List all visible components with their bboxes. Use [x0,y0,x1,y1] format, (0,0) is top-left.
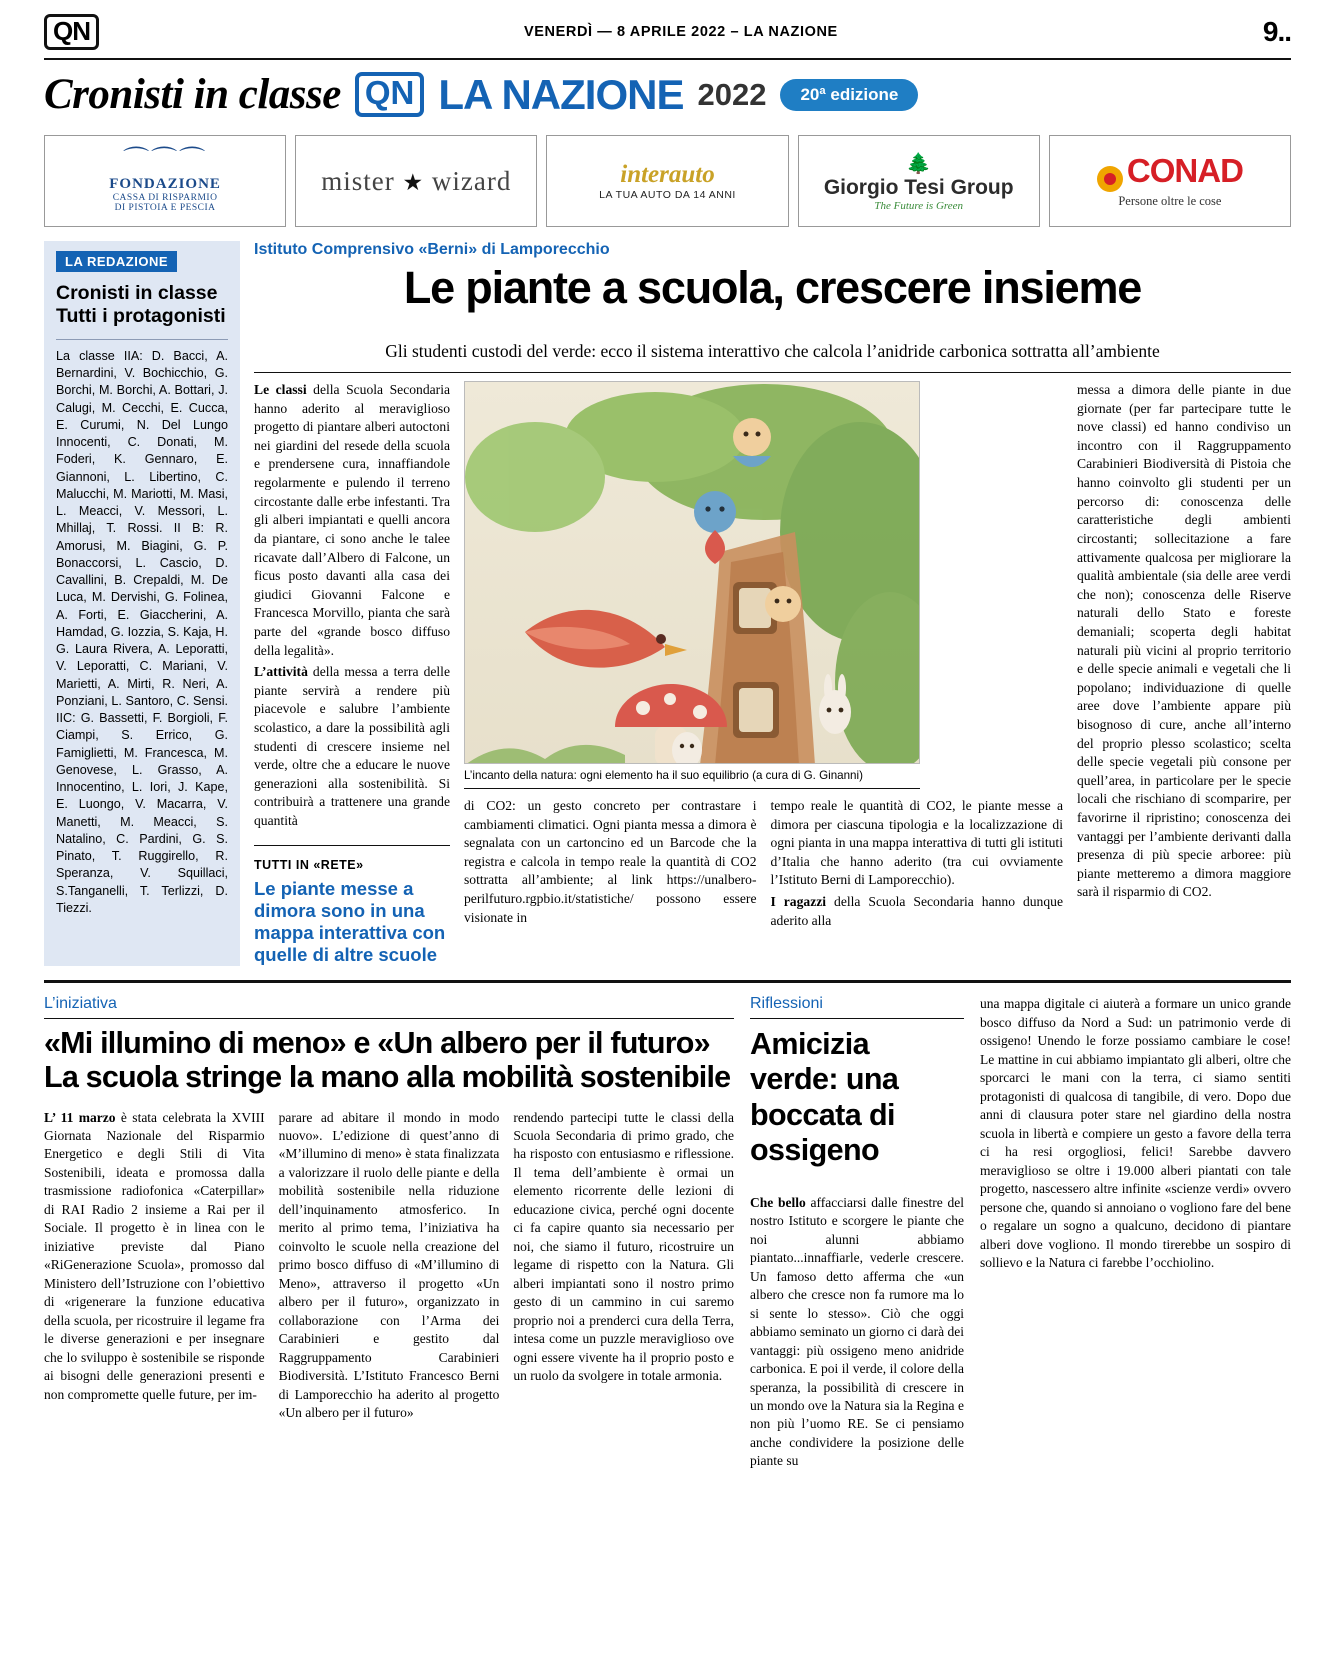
lower-left-col1-lead: L’ 11 marzo [44,1109,116,1125]
flower-icon [1097,166,1123,192]
redazione-title-line1: Cronisti in classe [56,282,218,304]
lower-left-column-3 [513,1109,734,1423]
article-column-4 [1077,381,1291,966]
rete-rule [254,845,450,846]
banner-script-title: Cronisti in classe [44,71,341,118]
article-col4-p1: messa a dimora delle piante in due giornate (per far partecipare tutte le nove classi) ed hanno condiviso un incontro con il Raggruppamento Carabinieri Biodiversità di Pistoia che hanno coinvolto gli studenti per un percorso di: conoscenza delle caratteristiche degli ambienti circostanti; sollecitazione a fare attivamente qualcosa per migliorare la qualità ambientale (sia delle aree verdi che non); conoscenza delle Riserve naturali dello Stato e foreste demaniali; scoperta degli habitat naturali più vicini al proprio territorio e delle specie animali e vegetali che li popolano; individuazione di quelle aree dove l’ambiente appare più bisognoso di cure, anche all’interno del proprio plesso scolastico; scelta delle specie vegetali più consone per quell’area, in particolare per le specie locali che rischiano di scomparire, per favorirne il ripristino; conoscenza dei vantaggi per l’ambiente derivanti dalla presenza di più specie arboree: più piante metteremo a dimora maggiore sarà il risparmio di CO2. [1077,382,1291,900]
sponsor-interauto-name: interauto [620,161,715,188]
lower-right-col1-text: affacciarsi dalle finestre del nostro Istituto e scorgere le piante che noi alunni abbiamo piantato...innaffiarle, vederle crescere. Un famoso detto afferma che «un albero che cresce non fa rumore ma lo si sente lo stesso». Ciò che oggi abbiamo seminato un giorno ci darà dei vantaggi: più ossigeno meno anidride carbonica. E poi il verde, il colore della speranza, la possibilità di crescere in un mondo ove la Natura sia la Regina e non più l’uomo RE. Se ci pensiamo anche condividere la posizione delle piante su [750,1194,964,1469]
redazione-student-list: La classe IIA: D. Bacci, A. Bernardini, V. Bochicchio, G. Borchi, M. Borchi, A. Bottari, J. Calugi, M. Cecchi, E. Cucca, E. Curumi, N. Del Lungo Innocenti, C. Donati, M. Foderi, K. Gennaro, E. Giannoni, L. Libertino, C. Malucchi, M. Mariotti, M. Masi, L. Meacci, V. Messori, L. Mhillaj, T. Rossi. II B: R. Amorusi, M. Biagini, G. P. Bonaccorsi, L. Cascio, D. Cavallini, B. Crepaldi, M. De Luca, M. Dervishi, G. Folinea, A. Forti, E. Giaccherini, A. Hamdad, G. Iozzia, S. Kaja, H. G. Laura Rivera, A. Leporatti, V. Leporatti, C. Mariani, V. Marietti, A. Mirti, R. Neri, A. Ponziani, L. Santoro, C. Sensi. IIC: G. Bassetti, F. Borgioli, F. Ciampi, S. Errico, G. Famiglietti, M. Francesca, M. Genovese, L. Grasso, A. Innocentino, L. Iori, J. Kape, E. Luongo, V. Macarra, V. Manetti, M. Meacci, S. Natalino, C. Pardini, G. S. Pinato, T. Ruggirello, R. Speranza, V. Squillaci, S.Tanganelli, T. Terlizzi, D. Tiezzi. [56,348,228,915]
article-figure [464,381,920,789]
banner-year: 2022 [697,76,767,112]
page-number-value: 9 [1262,16,1278,47]
sponsor-mister-wizard [295,135,537,227]
lower-left-title-line1: «Mi illumino di meno» e «Un albero per il futuro» [44,1026,710,1061]
lower-left-column-2 [279,1109,500,1423]
article-col3-p1: tempo reale le quantità di CO2, le piante messe a dimora per ciascuna tipologia e la localizzazione di ogni pianta in una mappa interattiva di tutti gli istituti d’Italia che hanno aderito (tra cui ovviamente l’Istituto Berni di Lamporecchio). [770,798,1063,888]
sponsor-fondazione-line3: DI PISTOIA E PESCIA [114,203,216,214]
article-rule [254,372,1291,373]
lower-left-kicker: L’iniziativa [44,995,117,1013]
article-column-3 [771,797,1064,930]
sponsor-fondazione-line1: FONDAZIONE [109,176,221,193]
arch-icon: ⌒⌒⌒ [123,145,208,175]
lower-section [44,995,1291,1484]
lower-right-kicker: Riflessioni [750,995,823,1013]
lower-left-col2: parare ad abitare il mondo in modo nuovo». L’edizione di quest’anno di «M’illumino di meno» è stata finalizzata a valorizzare il ruolo delle piante e della mobilità sostenibile nella riduzione dell’inquinamento atmosferico. In merito al primo tema, l’iniziativa ha coinvolto le scuole nella creazione del primo bosco diffuso di «M’illumino di Meno», attraverso il progetto «Un albero per il futuro», organizzato in collaborazione con l’Arma dei Carabinieri e gestito dal Raggruppamento Carabinieri Biodiversità. L’Istituto Francesco Berni di Lamporecchio ha aderito al progetto «Un albero per il futuro» [278,1109,500,1421]
lower-right-column-1 [750,995,964,1484]
sponsor-giorgio-tesi [798,135,1040,227]
banner-newspaper-name: LA NAZIONE [438,70,684,118]
article-lower-columns [464,797,1063,930]
qn-logo: QN [44,14,99,50]
lower-right-col2: una mappa digitale ci aiuterà a formare un unico grande bosco diffuso da Nord a Sud: un patrimonio verde di ossigeno! Unendo le forze possiamo cambiare le cose! Le mattine in cui abbiamo impiantato gli alberi, oltre che sporcarci le mani con la terra, ci siamo sentiti protagonisti di qualcosa di tangibile, di vero. Dopo due anni di clausura poter stare nel giardino della nostra scuola in libertà e compiere un gesto a favore della terra ci ha resi orgogliosi, felici! Sarebbe davvero meraviglioso se oltre i 19.000 alberi piantati con tale progetto, nascessero altre infinite «scienze verdi» ovvero persone che, quando si annoiano o vogliono fare del bene o regalare un sogno a qualcuno, decidono di piantare alberi dove vogliono. Il mondo tirerebbe un sospiro di sollievo e la Natura ci farebbe l’occhiolino. [980,996,1291,1271]
masthead [44,0,1291,56]
article-col2-p1: di CO2: un gesto concreto per contrastare i cambiamenti climatici. Ogni pianta messa a dimora è segnalata con un cartoncino ed un Barcode che la registra e calcola in tempo reale la quantità di CO2 sottratta all’ambiente; al link https://unalbero-perilfuturo.rgpbio.it/statistiche/ possono essere visionate in [464,798,757,925]
col3-p2-lead: I ragazzi [770,894,827,910]
redazione-rule [56,339,228,340]
article-image-caption: L’incanto della natura: ogni elemento ha il suo equilibrio (a cura di G. Ginanni) [464,769,863,783]
lower-left-rule [44,1018,734,1019]
article-column-1 [254,381,450,966]
col3-p2-text: della Scuola Secondaria hanno dunque aderito alla [770,894,1063,928]
col1-p2-lead: L’attività [254,664,308,680]
sponsor-interauto-tagline: LA TUA AUTO DA 14 ANNI [599,189,736,201]
tree-icon: 🌲 [906,152,932,175]
sponsor-fondazione-line2: CASSA DI RISPARMIO [112,193,218,204]
section-banner [44,60,1291,127]
lower-right-col1 [750,1194,964,1471]
star-icon: ★ [402,169,425,195]
lower-right-column-2 [980,995,1291,1484]
sponsor-interauto [546,135,788,227]
lower-left-column-1 [44,1109,265,1423]
col1-p1-lead: Le classi [254,382,307,398]
lower-left-col1-text: è stata celebrata la XVIII Giornata Nazionale del Risparmio Energetico e degli Stili di Vita Sostenibili, ideata e promossa dalla trasmissione radiofonica «Caterpillar» di RAI Radio 2 insieme a Rai per il Sociale. Il progetto è in linea con le iniziative previste dal Piano «RiGenerazione Scuola», promosso dal Ministero dell’Istruzione con l’obiettivo di «rigenerare la funzione educativa della scuola, per ricostruire il legame fra le diverse generazioni e per insegnare che lo sviluppo è sostenibile se risponde ai bisogni delle generazioni presenti e non compromette quelle future, per im- [44,1109,265,1402]
sponsor-gt-name: Giorgio Tesi Group [823,175,1014,199]
sponsor-conad [1049,135,1291,227]
sponsor-strip [44,135,1291,227]
col1-p2-text: della messa a terra delle piante servirà a rendere più piacevole e salubre l’ambiente scolastico, a dare la possibilità agli studenti di crescere insieme nel verde, oltre che a educare le nuove generazioni alla sostenibilità. Si contribuirà a trattenere una grande quantità [254,664,450,829]
sponsor-conad-tagline: Persone oltre le cose [1118,193,1222,208]
sponsor-mw-right: wizard [431,165,512,196]
caption-rule [464,788,920,789]
article-columns [254,381,1291,966]
page-number-dots: .. [1277,16,1291,47]
lower-left-col1 [44,1109,265,1405]
redazione-box [44,241,240,966]
article-illustration [464,381,920,764]
article-headline: Le piante a scuola, crescere insieme [403,262,1142,313]
lower-right-col1-lead: Che bello [750,1194,806,1210]
article-col1-p2 [254,663,450,830]
banner-qn-logo: QN [355,72,425,117]
lower-left-col3: rendendo partecipi tutte le classi della Scuola Secondaria di primo grado, che ha risposto con entusiasmo e riflessione. Il tema dell’ambiente è ormai un elemento ricorrente delle lezioni di educazione civica, perché ogni docente ci fa capire quanto sia necessario per noi, che siamo il futuro, ricostruire un legame di rispetto con la Natura. Gli alberi impiantati sono il nostro primo gesto di un cammino in cui saremo proprio noi a prenderci cura della Terra, intesa come un puzzle meraviglioso ove ogni essere vivente ha il proprio posto e un ruolo da svolgere in totale armonia. [513,1109,735,1384]
page-number [1263,16,1291,48]
lower-right-title: Amicizia verde: una boccata di ossigeno [750,1027,899,1167]
banner-edition-badge: 20ª edizione [780,79,918,111]
redazione-tag: LA REDAZIONE [56,251,177,272]
article-kicker: Istituto Comprensivo «Berni» di Lamporecchio [254,241,610,258]
sponsor-mw-left: mister [321,165,395,196]
sponsor-fondazione [44,135,286,227]
section-divider [44,980,1291,983]
article-col1-p1 [254,381,450,660]
main-article [254,241,1291,966]
rete-kicker: TUTTI IN «RETE» [254,857,364,872]
col1-p1-text: della Scuola Secondaria hanno aderito al meraviglioso progetto di piantare alberi autoctoni nei giardini del resede della scuola e prendersene cura, innaffiandole regolarmente e pulendo il terreno circostante dalle erbe infestanti. Tra gli alberi impiantati e quelli ancora da piantare, ci sono anche le talee ricavate dall’Albero di Falcone, un ficus posto davanti alla casa dei giudici Giovanni Falcone e Francesca Morvillo, pianta che sarà parte del «grande bosco diffuso della legalità». [254,382,451,658]
lower-left-title-line2: La scuola stringe la mano alla mobilità sostenibile [44,1059,731,1094]
issue-date: VENERDÌ — 8 APRILE 2022 – LA NAZIONE [524,24,838,40]
main-body [44,241,1291,966]
illustration-svg [465,382,920,764]
article-col3-p2 [771,893,1064,930]
redazione-title-line2: Tutti i protagonisti [56,305,226,328]
article-subhead: Gli studenti custodi del verde: ecco il sistema interattivo che calcola l’anidride carbonica sottratta all’ambiente [385,341,1160,362]
article-column-2 [464,797,757,930]
lower-left-article [44,995,734,1484]
lower-left-columns [44,1109,734,1423]
lower-right-rule [750,1018,964,1019]
sponsor-gt-tagline: The Future is Green [874,199,964,212]
article-center-stack [464,381,1063,966]
rete-text: Le piante messe a dimora sono in una mappa interattiva con quelle di altre scuole [254,877,446,966]
lower-right-article [750,995,1291,1484]
sponsor-conad-name: CONAD [1126,152,1243,190]
